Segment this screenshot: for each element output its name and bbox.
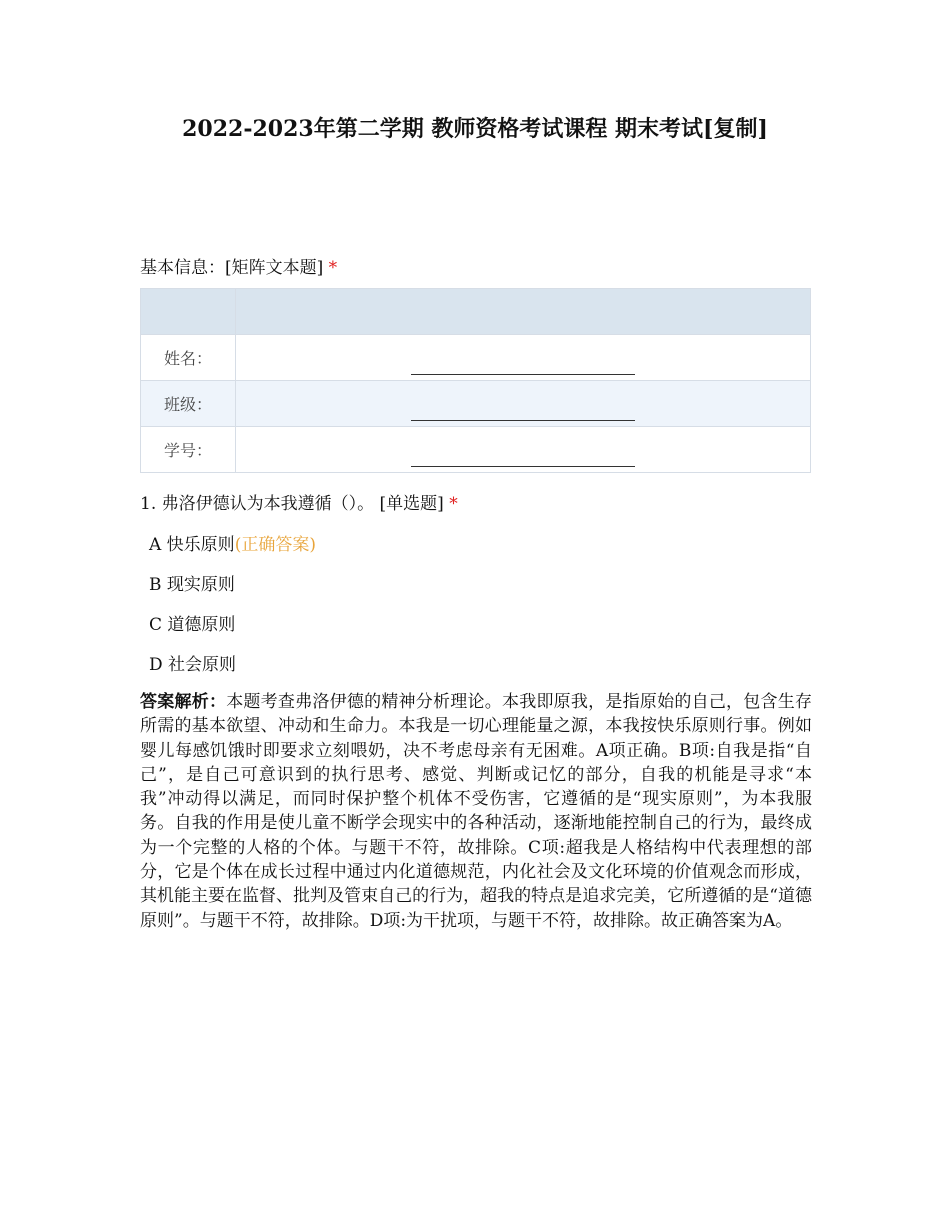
option-c[interactable] (149, 613, 316, 653)
matrix-row-label: 学号： (141, 427, 236, 473)
option-b[interactable] (149, 573, 316, 613)
name-blank-line[interactable] (411, 356, 635, 375)
option-a[interactable] (149, 533, 316, 573)
basic-info-matrix (140, 288, 811, 473)
page-title: 2022-2023年第二学期 教师资格考试课程 期末考试[复制] (182, 116, 768, 142)
class-input-cell[interactable] (236, 381, 811, 427)
question-type: [单选题] (379, 494, 444, 514)
option-list (149, 533, 316, 693)
matrix-row-student-id (141, 427, 811, 473)
question-text: 弗洛伊德认为本我遵循（）。 (161, 494, 375, 514)
matrix-row-label: 班级： (141, 381, 236, 427)
question-1 (140, 489, 458, 514)
required-mark: * (328, 258, 338, 278)
student-id-blank-line[interactable] (411, 448, 635, 467)
option-label: D 社会原则 (149, 655, 237, 675)
matrix-row-class (141, 381, 811, 427)
option-label: C 道德原则 (149, 615, 236, 635)
answer-analysis (140, 690, 812, 933)
matrix-row-name (141, 335, 811, 381)
class-blank-line[interactable] (411, 402, 635, 421)
option-label: A 快乐原则 (149, 535, 235, 555)
matrix-row-label: 姓名： (141, 335, 236, 381)
matrix-header-input-cell (236, 289, 811, 335)
matrix-header-label-cell (141, 289, 236, 335)
matrix-header-row (141, 289, 811, 335)
student-id-input-cell[interactable] (236, 427, 811, 473)
analysis-text: 本题考查弗洛伊德的精神分析理论。本我即原我，是指原始的自己，包含生存所需的基本欲望、冲动和生命力。本我是一切心理能量之源，本我按快乐原则行事。例如婴儿每感饥饿时即要求立刻喂奶，决不考虑母亲有无困难。A项正确。B项:自我是指“自己”，是自己可意识到的执行思考、感觉、判断或记忆的部分，自我的机能是寻求“本我”冲动得以满足，而同时保护整个机体不受伤害，它遵循的是“现实原则”，为本我服务。自我的作用是使儿童不断学会现实中的各种活动，逐渐地能控制自己的行为，最终成为一个完整的人格的个体。与题干不符，故排除。C项:超我是人格结构中代表理想的部分，它是个体在成长过程中通过内化道德规范，内化社会及文化环境的价值观念而形成，其机能主要在监督、批判及管束自己的行为，超我的特点是追求完美，它所遵循的是“道德原则”。与题干不符，故排除。D项:为干扰项，与题干不符，故排除。故正确答案为A。 (140, 692, 813, 931)
question-number: 1. (140, 494, 157, 514)
option-label: B 现实原则 (149, 575, 235, 595)
option-d[interactable] (149, 653, 316, 693)
analysis-heading: 答案解析： (140, 692, 227, 712)
basic-info-text: 基本信息：[矩阵文本题] (140, 258, 324, 278)
name-input-cell[interactable] (236, 335, 811, 381)
correct-answer-note: (正确答案) (234, 535, 316, 555)
basic-info-label (140, 253, 337, 278)
required-mark: * (449, 494, 458, 514)
